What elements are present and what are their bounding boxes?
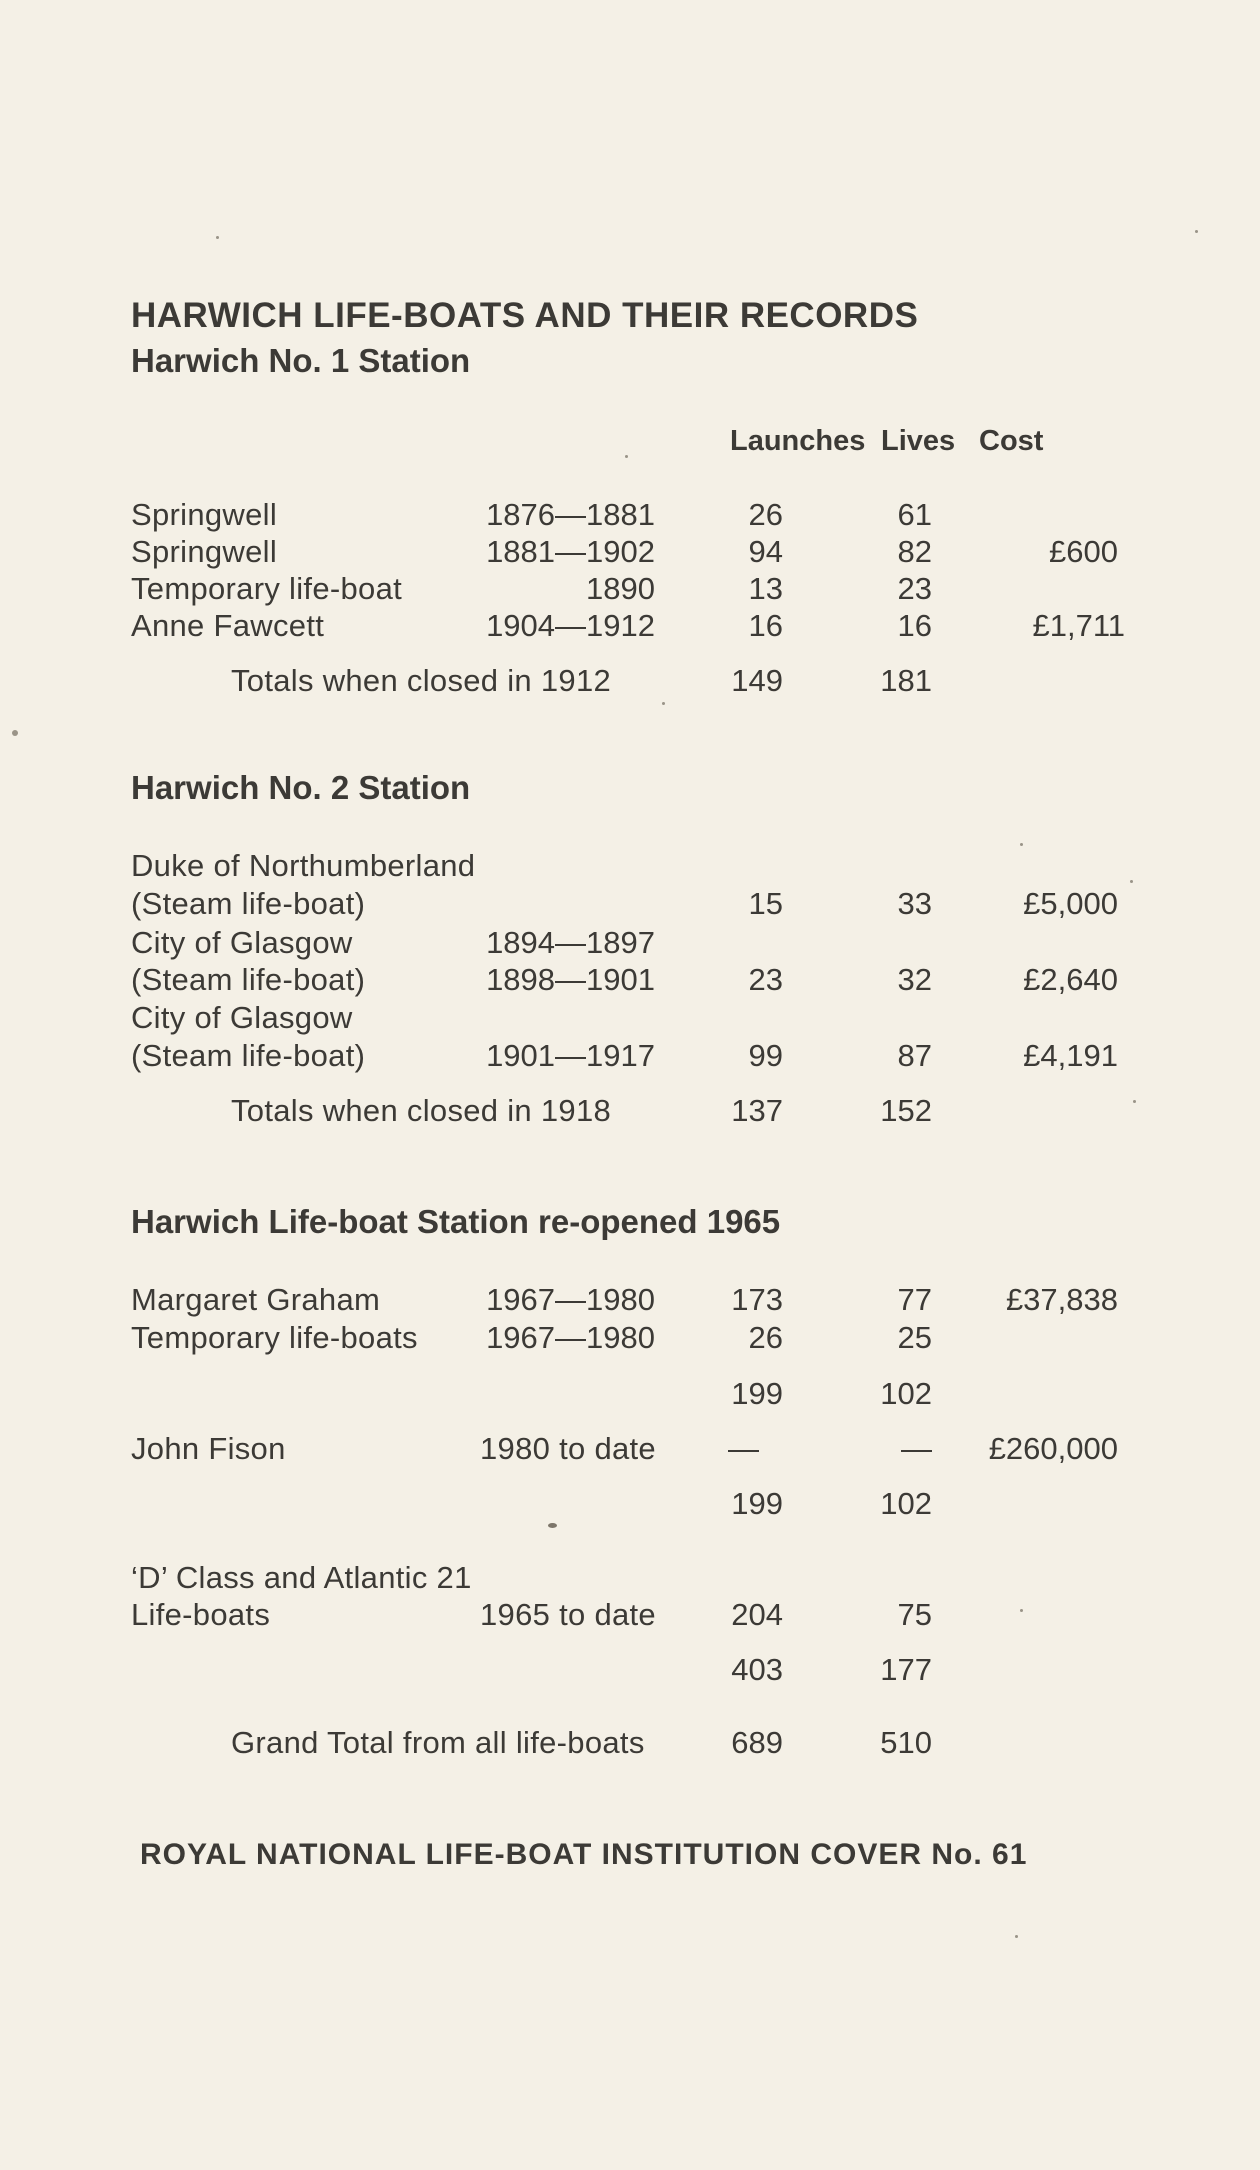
row-years: 1876—1881 — [486, 497, 655, 532]
paper-speck — [1195, 230, 1198, 233]
row-lives: 87 — [897, 1038, 932, 1073]
row-name: City of Glasgow — [131, 1000, 353, 1035]
row-name: Temporary life-boat — [131, 571, 403, 606]
row-name: John Fison — [131, 1431, 286, 1466]
page-title: HARWICH LIFE-BOATS AND THEIR RECORDS — [131, 296, 919, 335]
column-header-cost: Cost — [979, 425, 1044, 457]
row-launches: 26 — [748, 497, 783, 532]
row-years: 1980 to date — [480, 1431, 656, 1466]
row-launches: 204 — [731, 1597, 783, 1632]
row-launches: 13 — [748, 571, 783, 606]
paper-speck — [1015, 1935, 1018, 1938]
row-years: 1881—1902 — [486, 534, 655, 569]
totals-launches: 137 — [731, 1093, 783, 1128]
totals-lives: 152 — [880, 1093, 932, 1128]
subtotal-lives: 177 — [880, 1652, 932, 1687]
row-cost: £4,191 — [1023, 1038, 1118, 1073]
row-name: ‘D’ Class and Atlantic 21 — [131, 1560, 472, 1595]
subtotal-lives: 102 — [880, 1486, 932, 1521]
row-cost: £5,000 — [1023, 886, 1118, 921]
column-header-lives: Lives — [881, 425, 956, 457]
row-lives: 82 — [897, 534, 932, 569]
totals-label: Totals when closed in 1912 — [231, 663, 612, 698]
totals-launches: 149 — [731, 663, 783, 698]
row-lives: — — [901, 1431, 932, 1466]
paper-speck — [625, 455, 628, 458]
row-name: (Steam life-boat) — [131, 1038, 366, 1073]
row-launches: 23 — [748, 962, 783, 997]
row-years: 1965 to date — [480, 1597, 656, 1632]
row-name: Margaret Graham — [131, 1282, 381, 1317]
row-cost: £1,711 — [1032, 608, 1125, 643]
row-cost: £600 — [1049, 534, 1118, 569]
row-launches: — — [728, 1431, 759, 1466]
row-launches: 94 — [748, 534, 783, 569]
row-lives: 32 — [897, 962, 932, 997]
paper-speck — [1130, 880, 1133, 883]
row-lives: 61 — [897, 497, 932, 532]
row-launches: 16 — [748, 608, 783, 643]
row-lives: 77 — [897, 1282, 932, 1317]
row-name: Springwell — [131, 497, 278, 532]
row-cost: £260,000 — [988, 1431, 1118, 1466]
row-name: (Steam life-boat) — [131, 886, 366, 921]
paper-speck — [216, 236, 219, 239]
row-launches: 173 — [731, 1282, 783, 1317]
grand-total-lives: 510 — [880, 1725, 932, 1760]
row-lives: 75 — [897, 1597, 932, 1632]
paper-speck — [1020, 843, 1023, 846]
row-years: 1901—1917 — [486, 1038, 655, 1073]
row-launches: 26 — [748, 1320, 783, 1355]
subtotal-launches: 403 — [731, 1652, 783, 1687]
station-3-heading: Harwich Life-boat Station re-opened 1965 — [131, 1203, 781, 1240]
subtotal-launches: 199 — [731, 1486, 783, 1521]
row-lives: 25 — [897, 1320, 932, 1355]
paper-speck — [548, 1523, 557, 1528]
row-lives: 33 — [897, 886, 932, 921]
grand-total-launches: 689 — [731, 1725, 783, 1760]
footer-caption: ROYAL NATIONAL LIFE-BOAT INSTITUTION COVER No. 61 — [140, 1838, 1028, 1871]
row-name: City of Glasgow — [131, 925, 353, 960]
station-1-heading: Harwich No. 1 Station — [131, 342, 471, 379]
paper-speck — [1020, 1609, 1023, 1612]
row-name: (Steam life-boat) — [131, 962, 366, 997]
row-name: Life-boats — [131, 1597, 271, 1632]
subtotal-launches: 199 — [731, 1376, 783, 1411]
column-header-launches: Launches — [730, 425, 866, 457]
row-name: Anne Fawcett — [131, 608, 325, 643]
row-years: 1967—1980 — [486, 1282, 655, 1317]
grand-total-label: Grand Total from all life-boats — [231, 1725, 645, 1760]
subtotal-lives: 102 — [880, 1376, 932, 1411]
row-years: 1894—1897 — [486, 925, 655, 960]
row-launches: 99 — [748, 1038, 783, 1073]
station-2-heading: Harwich No. 2 Station — [131, 769, 471, 806]
row-years: 1890 — [586, 571, 655, 606]
paper-speck — [662, 702, 665, 705]
paper-speck — [1133, 1100, 1136, 1103]
row-name: Temporary life-boats — [131, 1320, 418, 1355]
row-years: 1904—1912 — [486, 608, 655, 643]
row-cost: £37,838 — [1005, 1282, 1118, 1317]
row-years: 1898—1901 — [486, 962, 655, 997]
totals-lives: 181 — [880, 663, 932, 698]
row-cost: £2,640 — [1023, 962, 1118, 997]
paper-speck — [12, 730, 18, 736]
row-years: 1967—1980 — [486, 1320, 655, 1355]
row-lives: 23 — [897, 571, 932, 606]
row-lives: 16 — [897, 608, 932, 643]
row-launches: 15 — [748, 886, 783, 921]
row-name: Duke of Northumberland — [131, 848, 476, 883]
row-name: Springwell — [131, 534, 278, 569]
totals-label: Totals when closed in 1918 — [231, 1093, 612, 1128]
